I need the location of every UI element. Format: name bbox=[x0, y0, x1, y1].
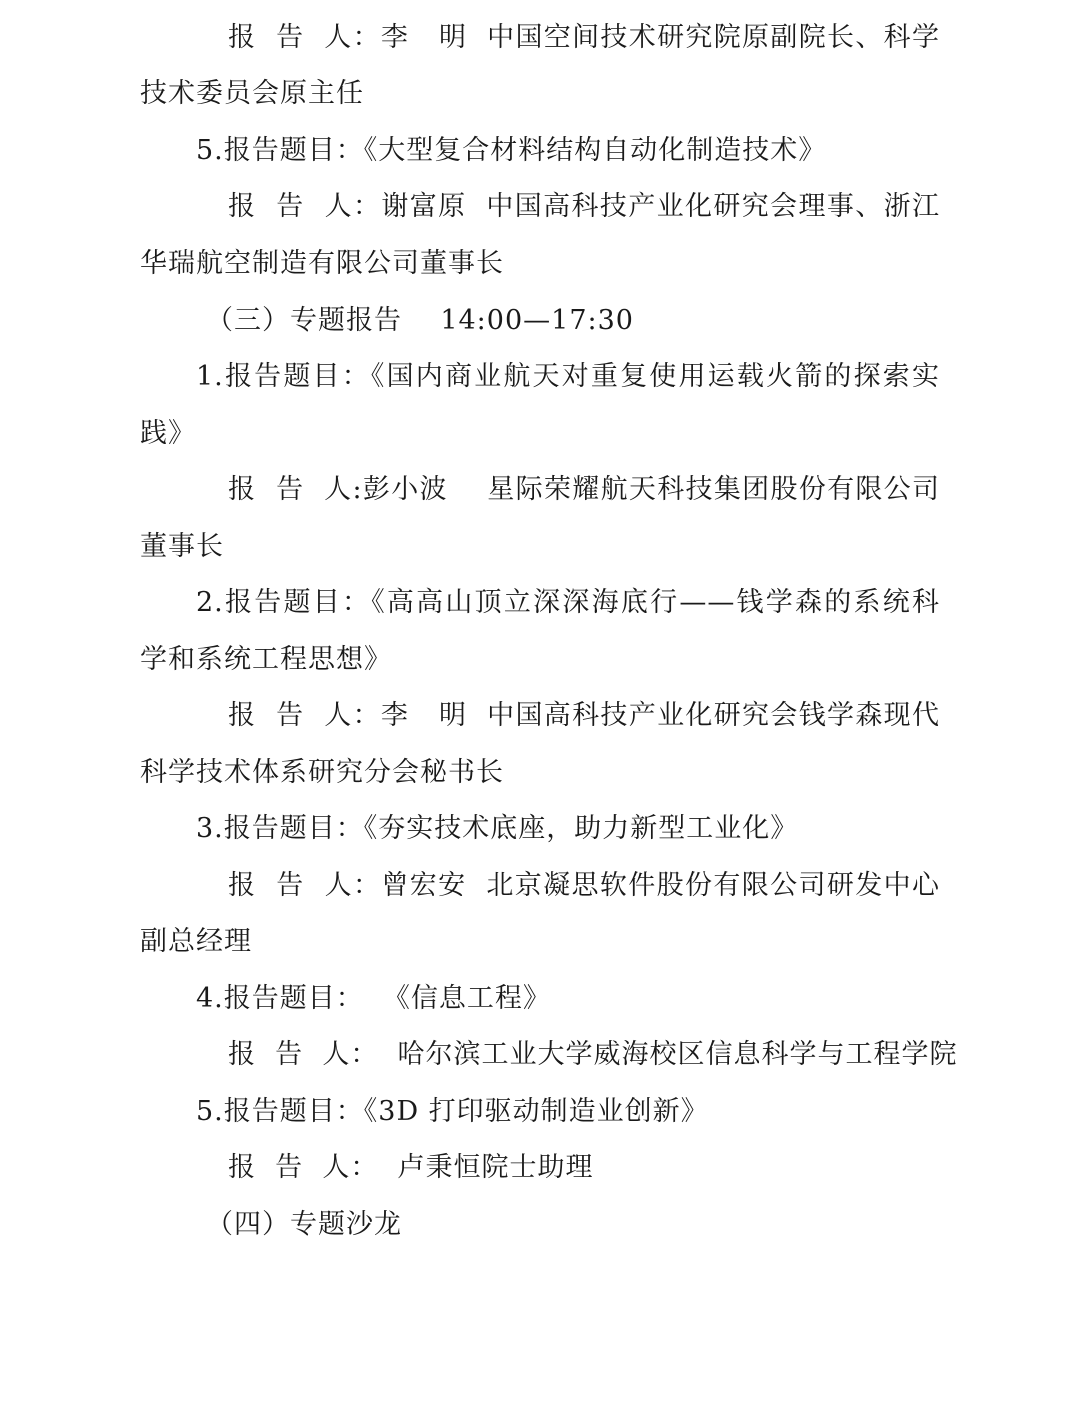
speaker-continuation: 华瑞航空制造有限公司董事长 bbox=[140, 248, 504, 279]
speaker-line: 报 告 人：李 明 中国空间技术研究院原副院长、科学 bbox=[228, 22, 940, 53]
speaker-line: 报 告 人：谢富原 中国高科技产业化研究会理事、浙江 bbox=[228, 191, 940, 222]
speaker-continuation: 技术委员会原主任 bbox=[140, 78, 364, 109]
report-topic-line: 2.报告题目：《高高山顶立深深海底行——钱学森的系统科 bbox=[196, 587, 940, 618]
report-topic-line: 4.报告题目： 《信息工程》 bbox=[196, 983, 551, 1014]
report-topic-line: 5.报告题目：《大型复合材料结构自动化制造技术》 bbox=[196, 135, 827, 166]
section-heading: （四）专题沙龙 bbox=[206, 1209, 402, 1240]
speaker-line: 报 告 人：曾宏安 北京凝思软件股份有限公司研发中心 bbox=[228, 870, 940, 901]
report-topic-continuation: 践》 bbox=[140, 418, 196, 449]
speaker-continuation: 科学技术体系研究分会秘书长 bbox=[140, 757, 504, 788]
speaker-continuation: 董事长 bbox=[140, 531, 224, 562]
speaker-continuation: 副总经理 bbox=[140, 926, 252, 957]
speaker-line: 报 告 人：李 明 中国高科技产业化研究会钱学森现代 bbox=[228, 700, 940, 731]
speaker-line: 报 告 人： 卢秉恒院士助理 bbox=[228, 1152, 594, 1183]
report-topic-line: 5.报告题目：《3D 打印驱动制造业创新》 bbox=[196, 1096, 709, 1127]
section-heading: （三）专题报告 14:00—17:30 bbox=[206, 305, 634, 336]
report-topic-line: 1.报告题目：《国内商业航天对重复使用运载火箭的探索实 bbox=[196, 361, 940, 392]
speaker-line: 报 告 人： 哈尔滨工业大学威海校区信息科学与工程学院 bbox=[228, 1039, 958, 1070]
speaker-line: 报 告 人:彭小波 星际荣耀航天科技集团股份有限公司 bbox=[228, 474, 940, 505]
report-topic-continuation: 学和系统工程思想》 bbox=[140, 644, 392, 675]
report-topic-line: 3.报告题目：《夯实技术底座，助力新型工业化》 bbox=[196, 813, 799, 844]
